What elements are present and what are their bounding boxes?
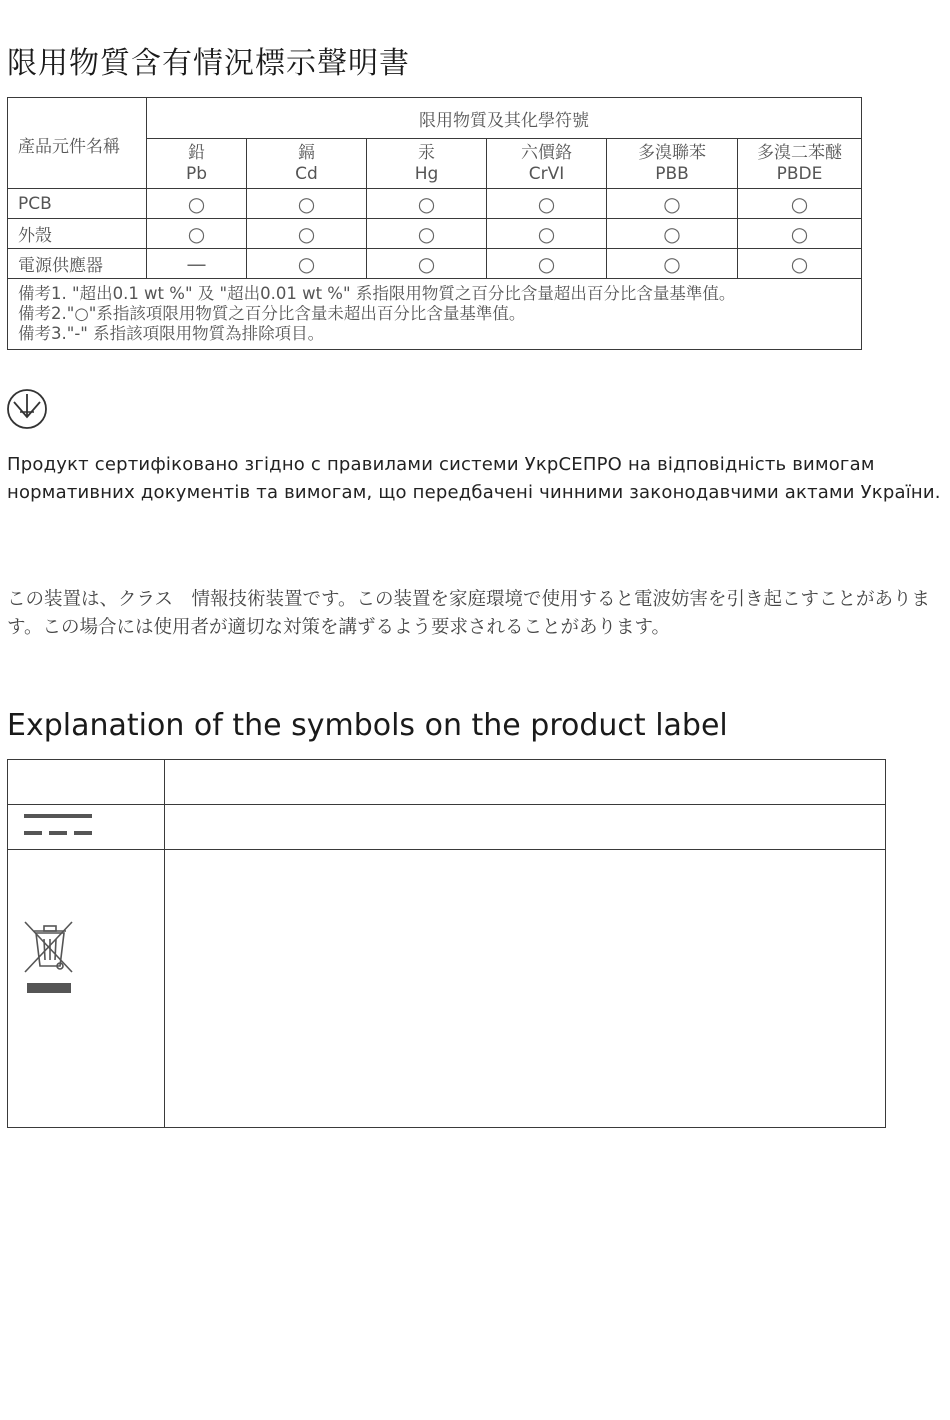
vcci-statement: この装置は、クラス 情報技術装置です。この装置を家庭環境で使用すると電波妨害を引き起こすことがあります。この場合には使用者が適切な対策を講ずるよう要求されることがあります。 — [7, 589, 930, 638]
substance-header — [607, 139, 738, 189]
compliance-mark: ○ — [487, 249, 607, 279]
substance-name: 汞 — [418, 142, 435, 163]
substance-name: 鎘 — [298, 142, 315, 163]
compliance-mark: ○ — [147, 189, 247, 219]
note-line: 備考3."-" 系指該項限用物質為排除項目。 — [18, 324, 325, 343]
symbol-description — [165, 850, 886, 1128]
dc-voltage-icon — [8, 805, 164, 845]
substance-symbol: Cd — [295, 163, 318, 184]
substance-symbol: PBDE — [776, 163, 823, 184]
symbol-cell — [8, 850, 165, 1128]
symbol-description — [165, 805, 886, 850]
substance-name: 六價鉻 — [521, 142, 572, 163]
substance-name: 鉛 — [188, 142, 205, 163]
substance-header — [147, 139, 247, 189]
substance-symbol: CrVI — [528, 163, 565, 184]
table-row — [8, 249, 862, 279]
table-row — [8, 189, 862, 219]
weee-bin-icon — [8, 850, 164, 1123]
table-row — [8, 219, 862, 249]
table-row — [8, 760, 886, 805]
component-name: PCB — [8, 189, 147, 219]
substance-symbol: Hg — [414, 163, 439, 184]
compliance-mark: ○ — [487, 189, 607, 219]
compliance-mark: ○ — [367, 219, 487, 249]
ukrsepro-statement: Продукт сертифіковано згідно с правилами системи УкрСЕПРО на відповідність вимогам нормативних документів та вимогам, що передбачені чинними законодавчими актами України. — [7, 454, 941, 503]
table-row — [8, 850, 886, 1128]
compliance-mark: ○ — [738, 189, 862, 219]
compliance-mark: ○ — [487, 219, 607, 249]
compliance-mark: ○ — [247, 189, 367, 219]
substance-symbol: Pb — [185, 163, 208, 184]
substance-header — [247, 139, 367, 189]
symbol-cell — [8, 760, 165, 805]
compliance-mark: ○ — [367, 249, 487, 279]
substance-header — [738, 139, 862, 189]
compliance-mark: ○ — [738, 219, 862, 249]
rohs-declaration-title: 限用物質含有情況標示聲明書 — [7, 46, 410, 81]
substances-group-header: 限用物質及其化學符號 — [147, 98, 862, 139]
compliance-mark: ○ — [367, 189, 487, 219]
component-name: 電源供應器 — [8, 249, 147, 279]
symbols-explanation-title: Explanation of the symbols on the product label — [7, 708, 728, 743]
substance-symbol: PBB — [655, 163, 689, 184]
component-name-header: 產品元件名稱 — [8, 98, 147, 189]
compliance-mark: ○ — [607, 189, 738, 219]
substance-header — [367, 139, 487, 189]
note-line: 備考2."○"系指該項限用物質之百分比含量未超出百分比含量基準值。 — [18, 304, 526, 323]
component-name: 外殼 — [8, 219, 147, 249]
compliance-mark: ○ — [147, 219, 247, 249]
compliance-mark: ○ — [247, 219, 367, 249]
substance-name: 多溴聯苯 — [638, 142, 706, 163]
table-row — [8, 805, 886, 850]
note-line: 備考1. "超出0.1 wt %" 及 "超出0.01 wt %" 系指限用物質之百分比含量超出百分比含量基準值。 — [18, 284, 736, 303]
compliance-mark: — — [147, 249, 247, 279]
compliance-mark: ○ — [738, 249, 862, 279]
substance-header — [487, 139, 607, 189]
symbol-cell — [8, 805, 165, 850]
table-notes — [8, 279, 862, 350]
compliance-mark: ○ — [607, 249, 738, 279]
compliance-mark: ○ — [247, 249, 367, 279]
substance-name: 多溴二苯醚 — [757, 142, 842, 163]
symbol-description — [165, 760, 886, 805]
ukrsepro-mark-icon — [6, 388, 48, 434]
symbols-table — [7, 759, 886, 1128]
restricted-substances-table — [7, 97, 862, 350]
compliance-mark: ○ — [607, 219, 738, 249]
